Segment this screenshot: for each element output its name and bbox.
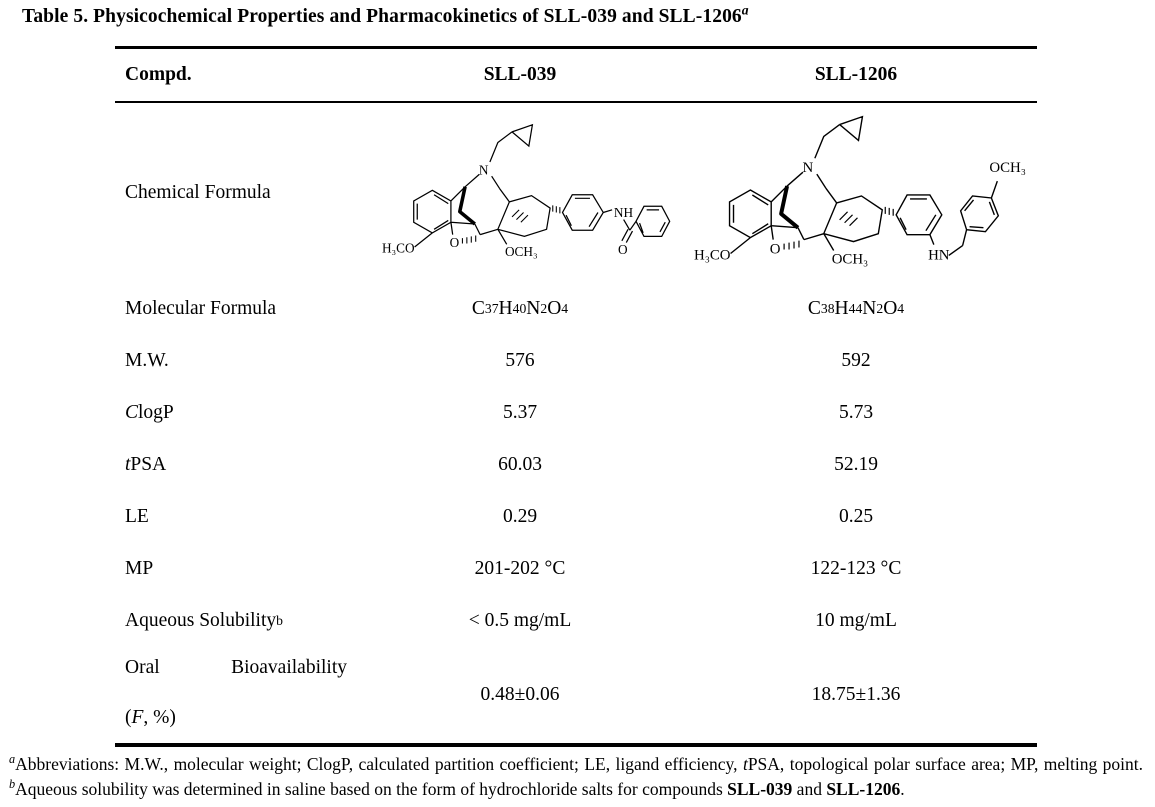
label-molecular-formula: Molecular Formula xyxy=(125,298,277,319)
sll1206-bonds xyxy=(730,117,999,256)
sll1206-n-label: N xyxy=(802,160,814,177)
sll039-bonds xyxy=(414,125,670,247)
value-le-sll039: 0.29 xyxy=(502,506,538,527)
sll039-carbonyl-o-label: O xyxy=(617,242,628,258)
footnote: $^a$Abbreviations: M.W., molecular weight; ClogP, calculated partition coefficient; LE, ligand efficiency, tPSA, topological polar surface area; MP, melting point. $^b$Aqueous solubility was determined in saline based on the form of hydrochloride salts for compounds SLL-039 and SLL-1206. xyxy=(9,752,1143,799)
label-clogp-italic-part: C xyxy=(125,402,139,423)
sll1206-och3-label: OCH₃ xyxy=(831,251,869,268)
label-mw: M.W. xyxy=(125,350,169,371)
label-le: LE xyxy=(125,506,149,527)
table-title xyxy=(22,2,1132,28)
row-chemical-formula xyxy=(115,103,1037,283)
sll039-h3co-label: H₃CO xyxy=(381,240,415,256)
value-mw-sll1206: 592 xyxy=(841,350,871,371)
row-mp xyxy=(115,543,1037,595)
value-mw-sll039: 576 xyxy=(505,350,535,371)
label-oral-line1 xyxy=(125,657,347,679)
value-oral-sll1206: 18.75±1.36 xyxy=(811,684,901,705)
label-chemical-formula: Chemical Formula xyxy=(125,182,271,203)
sll039-structure-drawing xyxy=(365,108,675,278)
sll039-furan-o-label: O xyxy=(449,235,460,251)
header-sll039: SLL-039 xyxy=(483,64,557,85)
label-aqueous-solubility: Aqueous Solubility b xyxy=(125,610,283,631)
sll039-n-label: N xyxy=(478,162,489,178)
label-clogp-rest: logP xyxy=(138,402,174,423)
sll039-bold-bridge-bond xyxy=(460,187,475,224)
sll1206-benzyl-och3-label: OCH₃ xyxy=(989,160,1026,177)
label-aqueous-solubility-text: Aqueous Solubility xyxy=(125,610,277,631)
header-sll1206: SLL-1206 xyxy=(814,64,898,85)
properties-table xyxy=(115,46,1037,747)
structure-sll1206 xyxy=(675,103,1037,283)
label-tpsa xyxy=(115,439,365,491)
row-clogp xyxy=(115,387,1037,439)
structure-sll039 xyxy=(365,103,675,283)
sll1206-furan-o-label: O xyxy=(769,241,781,258)
label-tpsa-italic-part: t xyxy=(125,454,131,475)
value-tpsa-sll1206: 52.19 xyxy=(834,454,878,475)
sll1206-hn-label: HN xyxy=(928,247,950,264)
label-oral-word1: Oral xyxy=(125,657,160,678)
value-oral-sll039: 0.48±0.06 xyxy=(480,684,560,705)
value-clogp-sll039: 5.37 xyxy=(502,402,538,423)
label-oral-f-pre: ( xyxy=(125,707,132,728)
row-oral-bioavailability xyxy=(115,647,1037,743)
sll1206-structure-drawing xyxy=(675,108,1037,278)
value-solubility-sll1206: 10 mg/mL xyxy=(815,610,897,631)
table-header-row xyxy=(115,49,1037,103)
header-compd: Compd. xyxy=(125,64,192,85)
label-oral-f-post: , %) xyxy=(143,707,176,728)
label-mp: MP xyxy=(125,558,154,579)
table-title-footnote-marker: a xyxy=(741,2,749,18)
label-oral-word2: Bioavailability xyxy=(231,657,347,678)
table-title-text: Table 5. Physicochemical Properties and Pharmacokinetics of SLL-039 and SLL-1206 xyxy=(22,6,742,27)
sll1206-h3co-label: H₃CO xyxy=(693,247,731,264)
row-molecular-formula xyxy=(115,283,1037,335)
row-tpsa xyxy=(115,439,1037,491)
row-mw xyxy=(115,335,1037,387)
label-clogp xyxy=(115,387,365,439)
sll039-stereo-hash-bonds xyxy=(462,205,559,243)
value-mp-sll039: 201-202 °C xyxy=(474,558,566,579)
value-mp-sll1206: 122-123 °C xyxy=(810,558,902,579)
label-oral-line2 xyxy=(125,707,365,729)
value-molecular-formula-sll1206: C 38 H 44 N 2 O 4 xyxy=(807,298,905,319)
label-oral-bioavailability xyxy=(115,647,365,743)
label-oral-f-symbol: F xyxy=(131,707,144,728)
sll039-nh-label: NH xyxy=(613,204,634,220)
row-aqueous-solubility xyxy=(115,595,1037,647)
value-le-sll1206: 0.25 xyxy=(838,506,874,527)
row-le xyxy=(115,491,1037,543)
sll1206-stereo-hash-bonds xyxy=(784,207,893,250)
sll1206-bold-bridge-bond xyxy=(781,186,798,228)
value-molecular-formula-sll039: C 37 H 40 N 2 O 4 xyxy=(471,298,569,319)
value-solubility-sll039: < 0.5 mg/mL xyxy=(468,610,572,631)
label-tpsa-rest: PSA xyxy=(130,454,167,475)
value-clogp-sll1206: 5.73 xyxy=(838,402,874,423)
sll039-och3-label: OCH₃ xyxy=(504,243,538,259)
value-tpsa-sll039: 60.03 xyxy=(498,454,542,475)
